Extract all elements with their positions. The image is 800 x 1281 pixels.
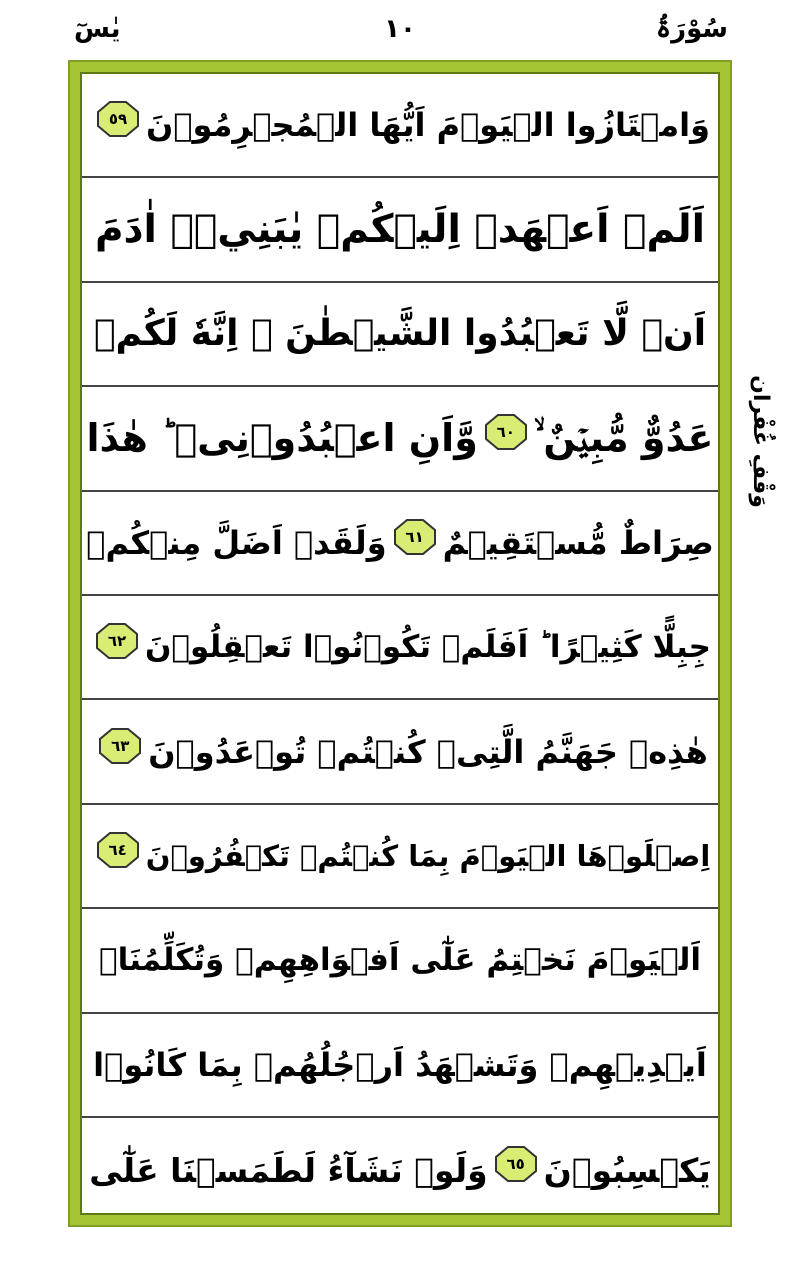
ayah-number-marker (98, 727, 142, 765)
ayah-number-marker (393, 518, 437, 556)
ayah-number: ٥٩ (108, 110, 128, 129)
surah-name: یٰسٓ (74, 14, 121, 44)
verse-text: وَّاَنِ اعۡبُدُوۡنِىۡ ؕ هٰذَا (86, 416, 478, 461)
verse-line (82, 387, 718, 491)
para-number: ١٠ (384, 14, 416, 44)
verse-text: وَامۡتَازُوا الۡيَوۡمَ اَيُّهَا الۡمُجۡرِمُوۡنَ (146, 106, 710, 145)
verse-line (82, 700, 718, 804)
verse-line (82, 178, 718, 282)
verse-text: جِبِلًّا كَثِيۡرًا ؕ اَفَلَمۡ تَكُوۡنُوۡا تَعۡقِلُوۡنَ (144, 629, 712, 666)
margin-note (738, 376, 782, 506)
verse-line (82, 596, 718, 700)
verse-text: صِرَاطٌ مُّسۡتَقِيۡمٌ (442, 523, 714, 562)
ayah-number: ٦٠ (496, 423, 515, 442)
ayah-number: ٦٣ (111, 736, 130, 755)
page-frame (68, 60, 732, 1227)
verse-text: اَلَمۡ اَعۡهَدۡ اِلَيۡكُمۡ يٰبَنِيۡۤ اٰدَمَ (94, 207, 706, 253)
verse-line (82, 283, 718, 387)
ayah-number-marker (96, 100, 140, 138)
verse-text: اِصۡلَوۡهَا الۡيَوۡمَ بِمَا كُنۡتُمۡ تَكۡفُرُوۡنَ (145, 838, 711, 873)
verse-line (82, 909, 718, 1013)
verse-text: عَدُوٌّ مُّبِيۡنٌ ۙ (533, 415, 714, 460)
surah-label: سُوْرَۃُ (655, 14, 728, 44)
ayah-number-marker (494, 1145, 538, 1183)
ayah-number-marker (96, 831, 140, 869)
page-header (0, 0, 800, 58)
verse-text: اَيۡدِيۡهِمۡ وَتَشۡهَدُ اَرۡجُلُهُمۡ بِمَا كَانُوۡا (93, 1045, 707, 1084)
verse-text: يَكۡسِبُوۡنَ (543, 1150, 711, 1190)
verse-text: اَنۡ لَّا تَعۡبُدُوا الشَّيۡطٰنَ ۚ اِنَّهٗ لَكُمۡ (93, 313, 707, 355)
verse-line (82, 1118, 718, 1222)
ayah-number-marker (95, 622, 139, 660)
ayah-number: ٦١ (405, 527, 424, 546)
verse-line (82, 805, 718, 909)
verse-line (82, 1014, 718, 1118)
ayah-number: ٦٥ (506, 1155, 525, 1174)
verse-line (82, 492, 718, 596)
margin-note-text: وَقْفِ غُفْران (747, 374, 773, 508)
verse-text: وَلَقَدۡ اَضَلَّ مِنۡكُمۡ (86, 523, 387, 562)
verse-area (80, 72, 720, 1215)
ayah-number: ٦٤ (108, 840, 127, 859)
ayah-number-marker (484, 413, 528, 451)
verse-line (82, 74, 718, 178)
ayah-number: ٦٢ (107, 632, 127, 651)
verse-text: وَلَوۡ نَشَآءُ لَطَمَسۡنَا عَلٰٓى (89, 1150, 488, 1190)
verse-text: هٰذِهٖ جَهَنَّمُ الَّتِىۡ كُنۡتُمۡ تُوۡعَدُوۡنَ (148, 732, 708, 771)
verse-text: اَلۡيَوۡمَ نَخۡتِمُ عَلٰٓى اَفۡوَاهِهِمۡ وَتُكَلِّمُنَاۤ (99, 942, 701, 979)
